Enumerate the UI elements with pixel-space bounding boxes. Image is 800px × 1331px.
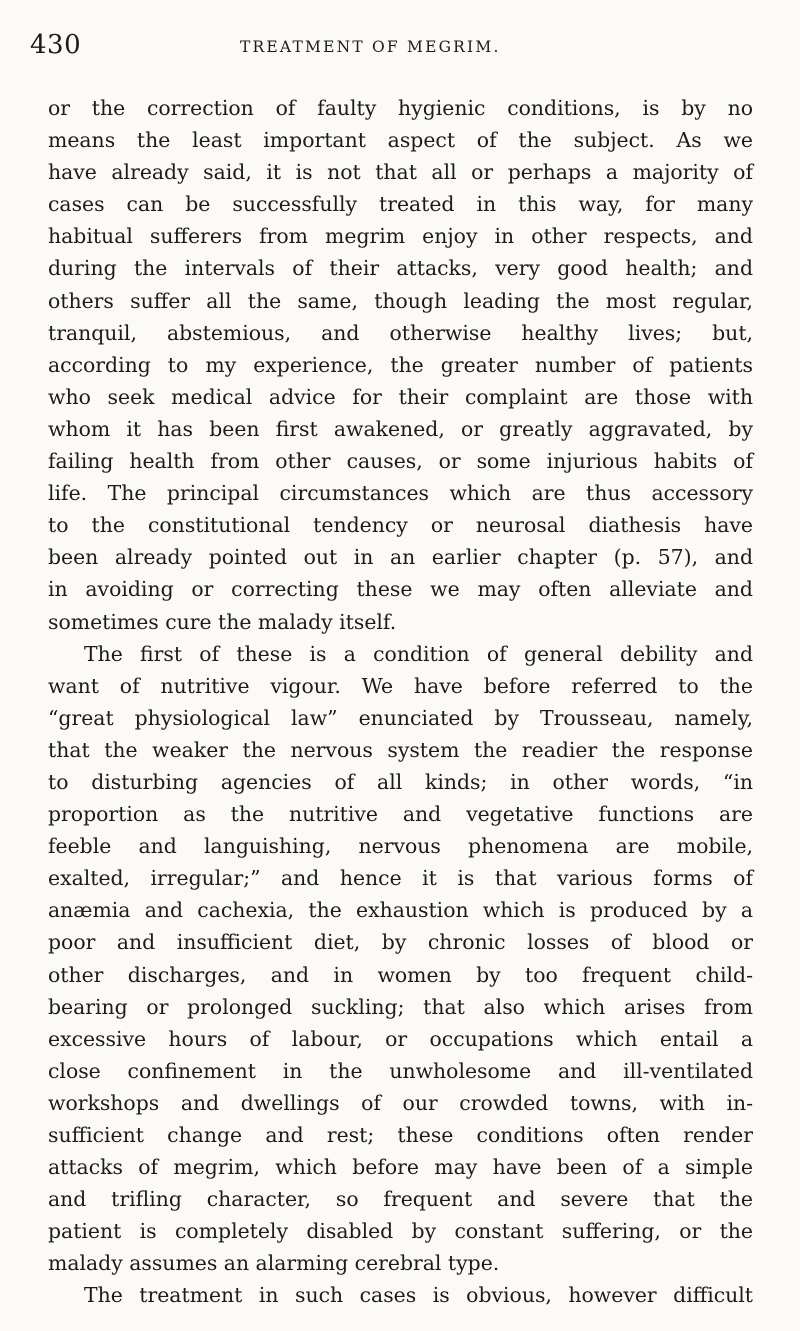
text-line: failing health from other causes, or some injurious habits of	[48, 449, 753, 474]
text-line: other discharges, and in women by too frequent child-	[48, 962, 753, 987]
running-head: TREATMENT OF MEGRIM.	[240, 38, 501, 56]
text-line: The first of these is a condition of general debility and	[84, 641, 753, 666]
text-line: patient is completely disabled by constant suffering, or the	[48, 1219, 753, 1244]
text-line: “great physiological law” enunciated by Trousseau, namely,	[48, 705, 753, 730]
text-line: cases can be successfully treated in this way, for many	[48, 192, 753, 217]
text-line: that the weaker the nervous system the readier the response	[48, 737, 753, 762]
text-line: sometimes cure the malady itself.	[48, 609, 397, 634]
text-line: sufficient change and rest; these conditions often render	[48, 1123, 753, 1147]
text-line: life. The principal circumstances which are thus accessory	[48, 481, 753, 506]
paragraph	[48, 92, 753, 638]
page-number: 430	[30, 30, 82, 60]
text-line: whom it has been first awakened, or greatly aggravated, by	[48, 416, 753, 441]
text-line: or the correction of faulty hygienic conditions, is by no	[48, 96, 753, 120]
text-line: tranquil, abstemious, and otherwise healthy lives; but,	[48, 320, 753, 345]
text-line: poor and insufficient diet, by chronic losses of blood or	[48, 930, 753, 955]
text-line: to disturbing agencies of all kinds; in other words, “in	[48, 769, 753, 794]
text-line: who seek medical advice for their complaint are those with	[48, 384, 753, 409]
text-line: have already said, it is not that all or perhaps a majority of	[48, 160, 753, 185]
text-line: anæmia and cachexia, the exhaustion which is produced by a	[48, 898, 753, 923]
text-line: exalted, irregular;” and hence it is that various forms of	[48, 866, 753, 891]
text-line: and trifling character, so frequent and severe that the	[48, 1187, 753, 1212]
body-text	[48, 92, 753, 1312]
text-line: means the least important aspect of the subject. As we	[48, 128, 753, 153]
page-header	[30, 30, 770, 70]
text-line: during the intervals of their attacks, very good health; and	[48, 256, 753, 281]
paragraph	[48, 1279, 753, 1311]
text-line: proportion as the nutritive and vegetative functions are	[48, 802, 753, 827]
text-line: according to my experience, the greater number of patients	[48, 352, 753, 377]
text-line: in avoiding or correcting these we may often alleviate and	[48, 577, 753, 602]
text-line: bearing or prolonged suckling; that also which arises from	[48, 994, 753, 1019]
text-line: attacks of megrim, which before may have been of a simple	[48, 1155, 753, 1180]
text-line: want of nutritive vigour. We have before referred to the	[48, 673, 753, 698]
text-line: excessive hours of labour, or occupations which entail a	[48, 1026, 753, 1051]
text-line: been already pointed out in an earlier chapter (p. 57), and	[48, 545, 753, 570]
paragraph	[48, 638, 753, 1280]
text-line: to the constitutional tendency or neurosal diathesis have	[48, 513, 753, 538]
text-line: The treatment in such cases is obvious, however difficult	[84, 1283, 753, 1308]
text-line: feeble and languishing, nervous phenomena are mobile,	[48, 834, 753, 859]
text-line: habitual sufferers from megrim enjoy in other respects, and	[48, 224, 753, 249]
text-line: workshops and dwellings of our crowded towns, with in-	[48, 1090, 753, 1115]
text-line: close confinement in the unwholesome and ill-ventilated	[48, 1058, 753, 1083]
text-line: malady assumes an alarming cerebral type.	[48, 1251, 500, 1276]
text-line: others suffer all the same, though leading the most regular,	[48, 288, 753, 313]
